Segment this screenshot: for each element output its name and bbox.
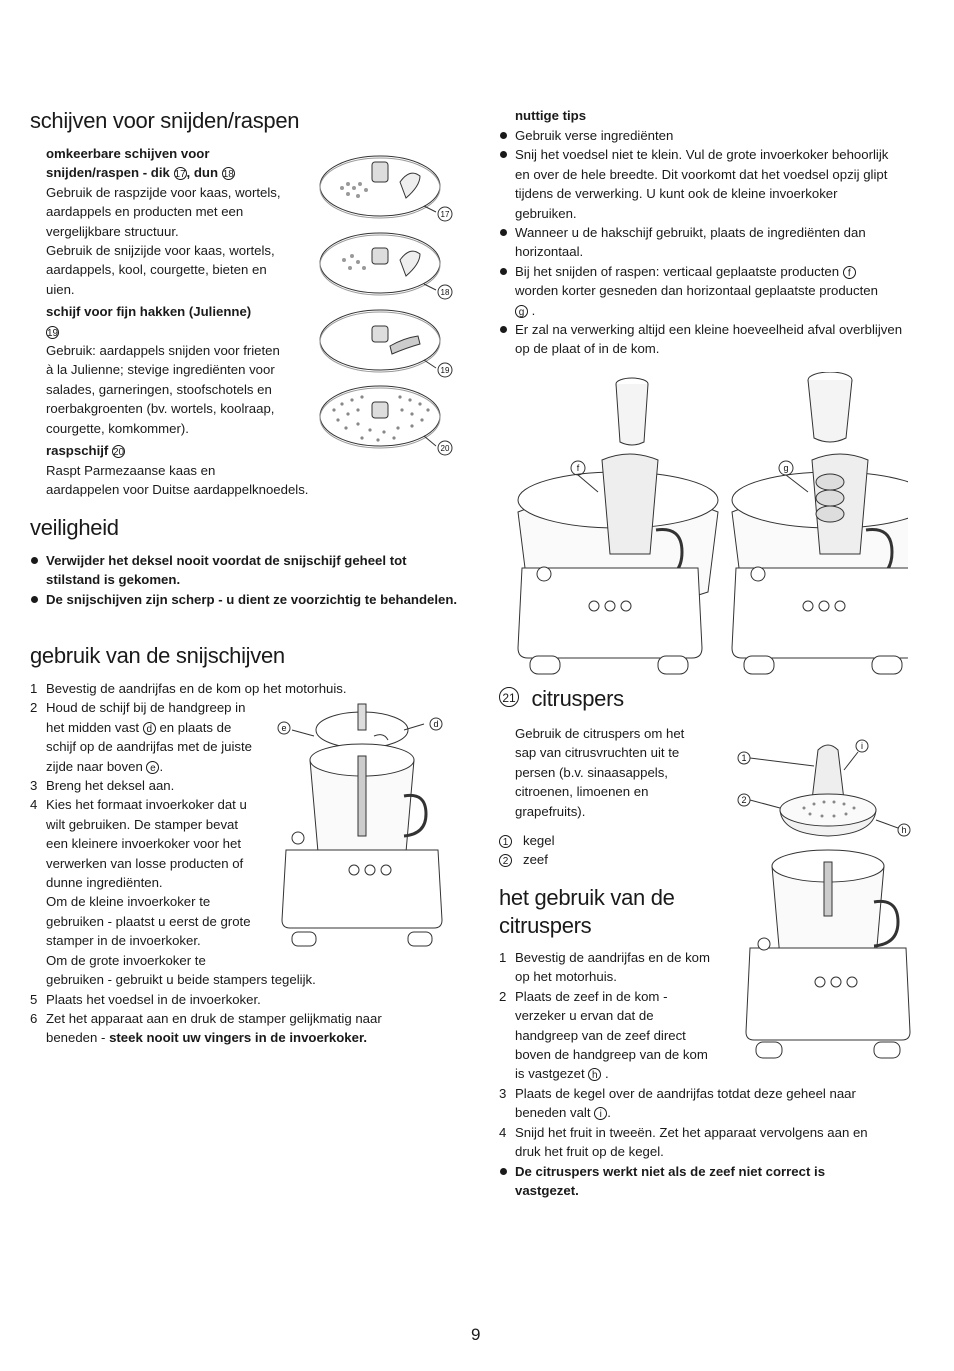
tips-list bbox=[499, 126, 929, 359]
section-title-safety: veiligheid bbox=[30, 515, 119, 540]
reversible-heading: omkeerbare schijven voor snijden/raspen - dik 17, dun 18 bbox=[46, 146, 234, 181]
ref-i: i bbox=[594, 1107, 607, 1120]
section-title-citrus-use: het gebruik van de citruspers bbox=[499, 885, 675, 938]
label-e: e bbox=[281, 723, 287, 733]
citrus-heading bbox=[499, 686, 624, 712]
discs-illustration bbox=[312, 148, 462, 466]
citrus-step-2: 2 Plaats de zeef in de kom - verzeker u ervan dat de handgreep van de zeef direct boven de handgreep van de kom is vastgezet h . bbox=[499, 988, 708, 1082]
label-18: 18 bbox=[440, 288, 450, 297]
label-h: h bbox=[901, 825, 907, 835]
ref-e: e bbox=[146, 761, 159, 774]
ref-f: f bbox=[843, 266, 856, 279]
page-number: 9 bbox=[471, 1325, 481, 1344]
safety-item: Verwijder het deksel nooit voordat de snijschijf geheel tot stilstand is gekomen. bbox=[30, 551, 460, 590]
ref-h: h bbox=[588, 1068, 601, 1081]
tip-item: Gebruik verse ingrediënten bbox=[499, 126, 929, 145]
usage-step-5: 5 Plaats het voedsel in de invoerkoker. bbox=[30, 991, 261, 1007]
feed-tube-illustration bbox=[508, 372, 908, 682]
part-sieve: 2 zeef bbox=[499, 850, 555, 869]
ref-17: 17 bbox=[174, 169, 186, 181]
julienne-heading: schijf voor fijn hakken (Julienne) 19 bbox=[46, 304, 252, 339]
citrus-step-4: 4 Snijd het fruit in tweeën. Zet het apparaat vervolgens aan en druk het fruit op de kegel. bbox=[499, 1124, 868, 1160]
usage-step-2: 2 Houd de schijf bij de handgreep in het midden vast d en plaats de schijf op de aandrijfas met de juiste zijde naar boven e . bbox=[30, 700, 252, 774]
citrus-warning: De citruspers werkt niet als de zeef niet correct is vastgezet. bbox=[499, 1162, 919, 1201]
julienne-body: Gebruik: aardappels snijden voor frieten à la Julienne; stevige ingrediënten voor salades, garneringen, stoofschotels en roerbakgroenten (bv. wortels, koolraap, courgette, komkommer). bbox=[46, 343, 280, 436]
ref-d: d bbox=[143, 722, 156, 735]
ref-19: 19 bbox=[47, 327, 59, 339]
label-19: 19 bbox=[440, 366, 450, 375]
reversible-body: Gebruik de raspzijde voor kaas, wortels, aardappels en producten met een vergelijkbare structuur. Gebruik de snijzijde voor kaas, wortels, aardappels, kool, courgette, bieten en uien. bbox=[46, 184, 281, 297]
tip-item: Bij het snijden of raspen: verticaal geplaatste producten f worden korter gesneden dan horizontaal geplaatste producten g . bbox=[499, 262, 929, 320]
ref-18: 18 bbox=[222, 169, 234, 181]
citrus-step-3: 3 Plaats de kegel over de aandrijfas totdat deze geheel naar beneden valt i . bbox=[499, 1085, 856, 1121]
ref-21: 21 bbox=[499, 687, 519, 707]
ref-g: g bbox=[515, 305, 528, 318]
tips-title: nuttige tips bbox=[515, 108, 587, 123]
usage-step-1: 1 Bevestig de aandrijfas en de kom op het motorhuis. bbox=[30, 681, 347, 696]
ref-20: 20 bbox=[112, 447, 125, 459]
usage-step-3: 3 Breng het deksel aan. bbox=[30, 778, 175, 794]
tip-item: Wanneer u de hakschijf gebruikt, plaats de ingrediënten dan horizontaal. bbox=[499, 223, 929, 262]
slicing-text-block bbox=[46, 144, 316, 499]
safety-item: De snijschijven zijn scherp - u dient ze voorzichtig te behandelen. bbox=[30, 590, 460, 609]
usage-step-4: 4 Kies het formaat invoerkoker dat u wilt gebruiken. De stamper bevat een kleinere invoerkoker voor het verwerken van losse producten of dunne ingrediënten. Om de kleine invoerkoker te gebruiken - plaatst u eerst de grote stamper in de invoerkoker. Om de grote invoerkoker te gebruiken - gebruikt u beide stampers tegelijk. bbox=[30, 797, 316, 988]
tip-item: Er zal na verwerking altijd een kleine hoeveelheid afval overblijven op de plaat of in de kom. bbox=[499, 320, 929, 359]
citrus-step-1: 1 Bevestig de aandrijfas en de kom op het motorhuis. bbox=[499, 950, 710, 985]
section-title-citrus: citruspers bbox=[531, 686, 624, 711]
label-1: 1 bbox=[741, 753, 747, 763]
label-2: 2 bbox=[741, 795, 747, 805]
section-title-slicing: schijven voor snijden/raspen bbox=[30, 108, 300, 133]
citrus-parts bbox=[499, 831, 555, 870]
safety-list bbox=[30, 551, 460, 609]
citrus-press-illustration bbox=[734, 736, 920, 1066]
label-17: 17 bbox=[440, 210, 450, 219]
section-title-usage: gebruik van de snijschijven bbox=[30, 643, 285, 668]
grater-body: Raspt Parmezaanse kaas en aardappelen voor Duitse aardappelknoedels. bbox=[46, 462, 309, 497]
label-i: i bbox=[861, 741, 863, 751]
grater-heading: raspschijf 20 bbox=[46, 443, 125, 459]
label-g: g bbox=[783, 463, 789, 473]
citrus-body: Gebruik de citruspers om het sap van citrusvruchten uit te persen (b.v. sinaasappels, citroenen, limoenen en grapefruits). bbox=[515, 726, 685, 819]
label-f: f bbox=[576, 463, 580, 473]
usage-step-6: 6 Zet het apparaat aan en druk de stamper gelijkmatig naar beneden - steek nooit uw vingers in de invoerkoker. bbox=[30, 1010, 382, 1046]
label-20: 20 bbox=[440, 444, 450, 453]
part-cone: 1 kegel bbox=[499, 831, 555, 850]
tip-item: Snij het voedsel niet te klein. Vul de grote invoerkoker behoorlijk en over de hele breedte. Dit voorkomt dat het voedsel opzij glipt tijdens de verwerking. U kunt ook de kleine invoerkoker gebruiken. bbox=[499, 145, 929, 223]
processor-disc-illustration bbox=[274, 700, 452, 950]
label-d: d bbox=[433, 719, 439, 729]
